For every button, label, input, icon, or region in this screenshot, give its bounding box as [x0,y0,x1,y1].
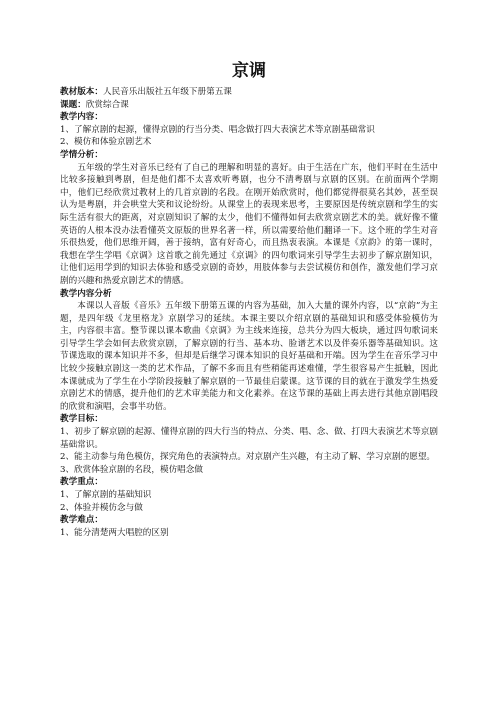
student-heading: 学情分析： [60,149,103,160]
goals-heading: 教学目标： [60,414,103,425]
goal-item: 1、初步了解京剧的起源、懂得京剧的四大行当的特点、分类、唱、念、做、打四大表演艺术等京剧基础常识。 [60,427,438,450]
difficulty-heading: 教学难点： [60,515,103,526]
goal-item: 2、能主动参与角色模仿，探究角色的表演特点。对京剧产生兴趣，有主动了解、学习京剧的愿望。 [60,452,436,463]
topic-label: 课题： [60,99,86,110]
edition-value: 人民音乐出版社五年级下册第五课 [102,87,232,97]
content-item: 1、了解京剧的起源，懂得京剧的行当分类、唱念做打四大表演艺术等京剧基础常识 [60,124,375,135]
topic-value: 欣赏综合课 [85,99,129,110]
key-points-heading: 教学重点： [60,477,103,488]
document-title: 京调 [232,61,266,81]
difficulty-item: 1、能分清楚两大唱腔的区别 [60,527,169,538]
edition-line [60,86,438,99]
topic-line [60,99,438,112]
student-paragraph: 五年级的学生对音乐已经有了自己的理解和明显的喜好。由于生活在广东，他们平时在生活中比较多接触到粤剧，但是他们都不太喜欢听粤剧，也分不清粤剧与京剧的区别。在前面两个学期中，他们已经欣赏过教材上的几首京剧的名段。在刚开始欣赏时，他们都觉得很莫名其妙，甚至误认为是粤剧，并会哄堂大笑和议论纷纷。从课堂上的表现来思考，主要原因是传统京剧和学生的实际生活有很大的距离，对京剧知识了解的太少，他们不懂得如何去欣赏京剧艺术的美。就好像不懂英语的人根本没办法看懂英文原版的世界名著一样，所以需要给他们翻译一下。这个班的学生对音乐很热爱，他们思维开阔，善于接纳，富有好奇心，而且热衷表演。本课是《京韵》的第一课时，我想在学生学唱《京调》这首歌之前先通过《京调》的四句歌词来引导学生去初步了解京剧知识，让他们运用学到的知识去体验和感受京剧的奇妙，用肢体参与去尝试模仿和创作，激发他们学习京剧的兴趣和热爱京剧艺术的情感。 [60,162,438,286]
content-heading: 教学内容： [60,112,103,123]
goal-item: 3、欣赏体验京剧的名段，模仿唱念做 [60,464,203,475]
key-point-item: 2、体验并模仿念与做 [60,502,143,513]
key-point-item: 1、了解京剧的基础知识 [60,490,152,500]
analysis-paragraph: 本课以人音版《音乐》五年级下册第五课的内容为基础，加入大量的课外内容，以“京韵”为主题，是四年级《龙里格龙》京剧学习的延续。本课主要以介绍京剧的基础知识和感受体验模仿为主，内容很丰富。整节课以课本歌曲《京调》为主线来连接，总共分为四大板块，通过四句歌词来引导学生学会如何去欣赏京剧，了解京剧的行当、基本功、脸谱艺术以及伴奏乐器等基础知识。这节课选取的课本知识并不多，但却是后继学习课本知识的良好基础和开端。因为学生在音乐学习中比较少接触京剧这一类的艺术作品，了解不多而且有些稍能再述难懂，学生很容易产生抵触，因此本课就成为了学生在小学阶段接触了解京剧的一节最佳启蒙课。这节课的目的就在于激发学生热爱京剧艺术的情感，提升他们的艺术审美能力和文化素养。在这节课的基础上再去进行其他京剧唱段的欣赏和演唱，会事半功倍。 [60,301,438,412]
analysis-heading: 教学内容分析 [60,288,112,299]
edition-label: 教材版本： [60,87,103,97]
content-item: 2、模仿和体验京剧艺术 [60,137,152,148]
